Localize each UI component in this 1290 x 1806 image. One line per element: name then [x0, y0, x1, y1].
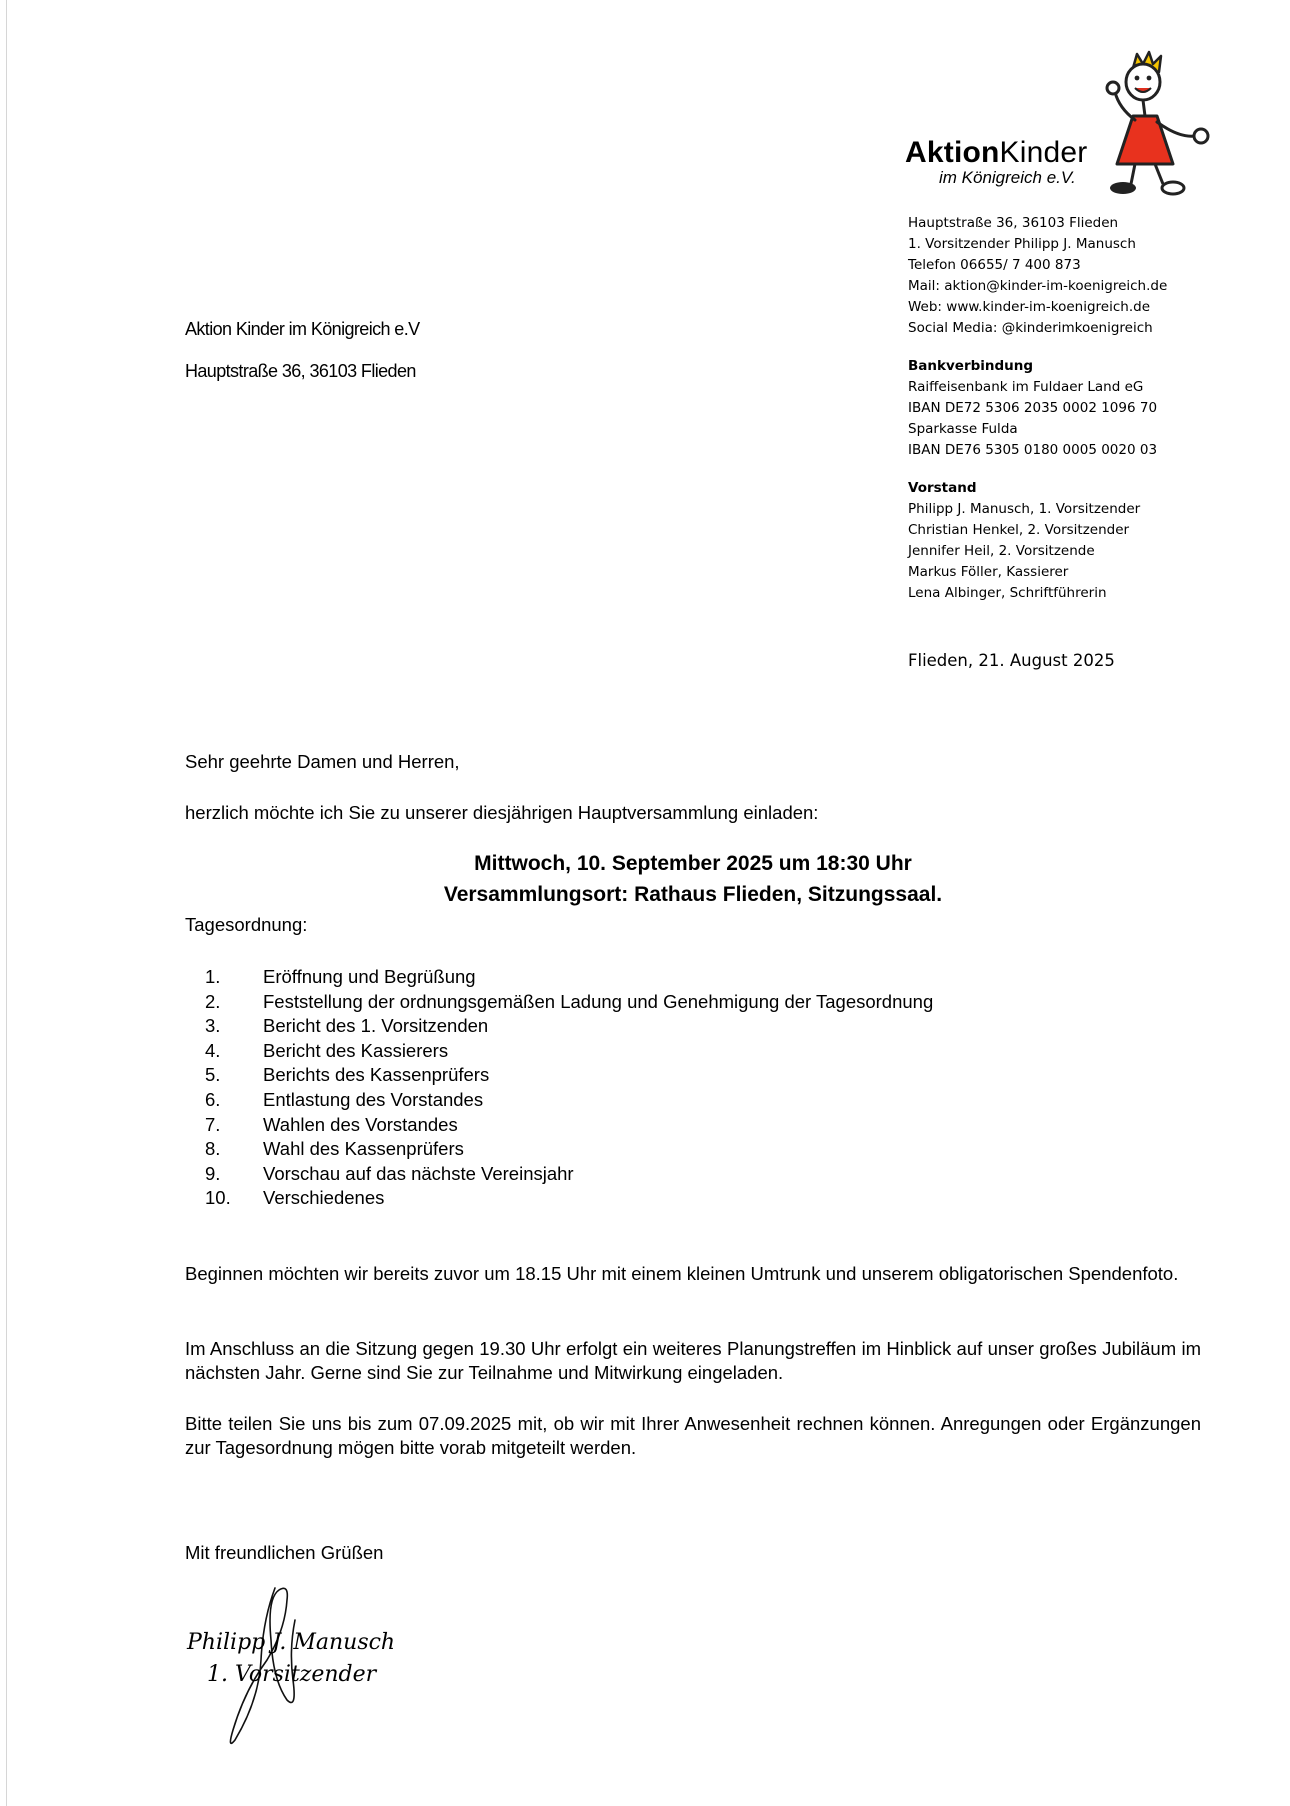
bank-line: Sparkasse Fulda — [908, 421, 1018, 437]
child-with-crown-icon — [1075, 50, 1225, 200]
agenda-item: 5. Berichts des Kassenprüfers — [205, 1064, 490, 1086]
contact-chairman: 1. Vorsitzender Philipp J. Manusch — [908, 236, 1136, 252]
agenda-item: 2. Feststellung der ordnungsgemäßen Ladung und Genehmigung der Tagesordnung — [205, 990, 934, 1012]
signature-role: 1. Vorsitzender — [207, 1662, 377, 1687]
agenda-item: 8. Wahl des Kassenprüfers — [205, 1138, 464, 1160]
sender-address: Hauptstraße 36, 36103 Flieden — [185, 361, 416, 381]
board-member: Christian Henkel, 2. Vorsitzender — [908, 522, 1130, 538]
contact-mail: Mail: aktion@kinder-im-koenigreich.de — [908, 278, 1168, 294]
event-date: Mittwoch, 10. September 2025 um 18:30 Uhr — [474, 852, 912, 875]
event-location: Versammlungsort: Rathaus Flieden, Sitzungssaal. — [443, 883, 943, 906]
bank-line: IBAN DE72 5306 2035 0002 1096 70 — [908, 400, 1158, 416]
paragraph-planning: Im Anschluss an die Sitzung gegen 19.30 Uhr erfolgt ein weiteres Planungstreffen im Hinblick auf unser großes Jubiläum im nächsten Jahr. Gerne sind Sie zur Teilnahme und Mitwirkung eingeladen. — [185, 1338, 1201, 1383]
bank-heading: Bankverbindung — [908, 358, 1034, 374]
logo-title: AktionKinder — [905, 136, 1088, 169]
agenda-item: 7. Wahlen des Vorstandes — [205, 1113, 458, 1135]
logo-subtitle: im Königreich e.V. — [939, 168, 1076, 187]
contact-social: Social Media: @kinderimkoenigreich — [908, 320, 1153, 336]
paragraph-reception: Beginnen möchten wir bereits zuvor um 18.15 Uhr mit einem kleinen Umtrunk und unserem obligatorischen Spendenfoto. — [185, 1263, 1179, 1284]
board-heading: Vorstand — [908, 480, 977, 496]
board-member: Markus Föller, Kassierer — [908, 564, 1069, 580]
board-block — [908, 478, 1268, 604]
contact-web: Web: www.kinder-im-koenigreich.de — [908, 299, 1151, 315]
greeting: Sehr geehrte Damen und Herren, — [185, 751, 460, 772]
agenda-list — [205, 965, 933, 1211]
agenda-item: 9. Vorschau auf das nächste Vereinsjahr — [205, 1162, 574, 1184]
agenda-item: 4. Bericht des Kassierers — [205, 1039, 449, 1061]
paragraph-rsvp: Bitte teilen Sie uns bis zum 07.09.2025 mit, ob wir mit Ihrer Anwesenheit rechnen können. Anregungen oder Ergänzungen zur Tagesordnung mögen bitte vorab mitgeteilt werden. — [185, 1413, 1201, 1458]
board-member: Jennifer Heil, 2. Vorsitzende — [908, 543, 1095, 559]
contact-phone: Telefon 06655/ 7 400 873 — [908, 257, 1081, 273]
board-member: Philipp J. Manusch, 1. Vorsitzender — [908, 501, 1141, 517]
bank-line: Raiffeisenbank im Fuldaer Land eG — [908, 379, 1144, 395]
intro-text: herzlich möchte ich Sie zu unserer diesjährigen Hauptversammlung einladen: — [185, 802, 819, 823]
bank-line: IBAN DE76 5305 0180 0005 0020 03 — [908, 442, 1158, 458]
sender-name: Aktion Kinder im Königreich e.V — [185, 319, 420, 339]
letter-date: Flieden, 21. August 2025 — [908, 651, 1115, 670]
agenda-item: 10. Verschiedenes — [205, 1187, 385, 1209]
agenda-label: Tagesordnung: — [185, 914, 308, 935]
contact-address: Hauptstraße 36, 36103 Flieden — [908, 215, 1119, 231]
agenda-item: 1. Eröffnung und Begrüßung — [205, 966, 476, 987]
event-details — [185, 848, 1201, 910]
signature — [175, 1580, 435, 1750]
signature-name: Philipp J. Manusch — [187, 1630, 396, 1655]
agenda-item: 3. Bericht des 1. Vorsitzenden — [205, 1015, 489, 1037]
page-edge — [6, 0, 7, 1806]
agenda-item: 6. Entlastung des Vorstandes — [205, 1088, 484, 1110]
closing: Mit freundlichen Grüßen — [185, 1542, 384, 1563]
organization-logo — [905, 50, 1225, 200]
contact-block — [908, 213, 1268, 339]
bank-block — [908, 356, 1268, 461]
letterhead-info — [908, 213, 1268, 604]
board-member: Lena Albinger, Schriftführerin — [908, 585, 1107, 601]
